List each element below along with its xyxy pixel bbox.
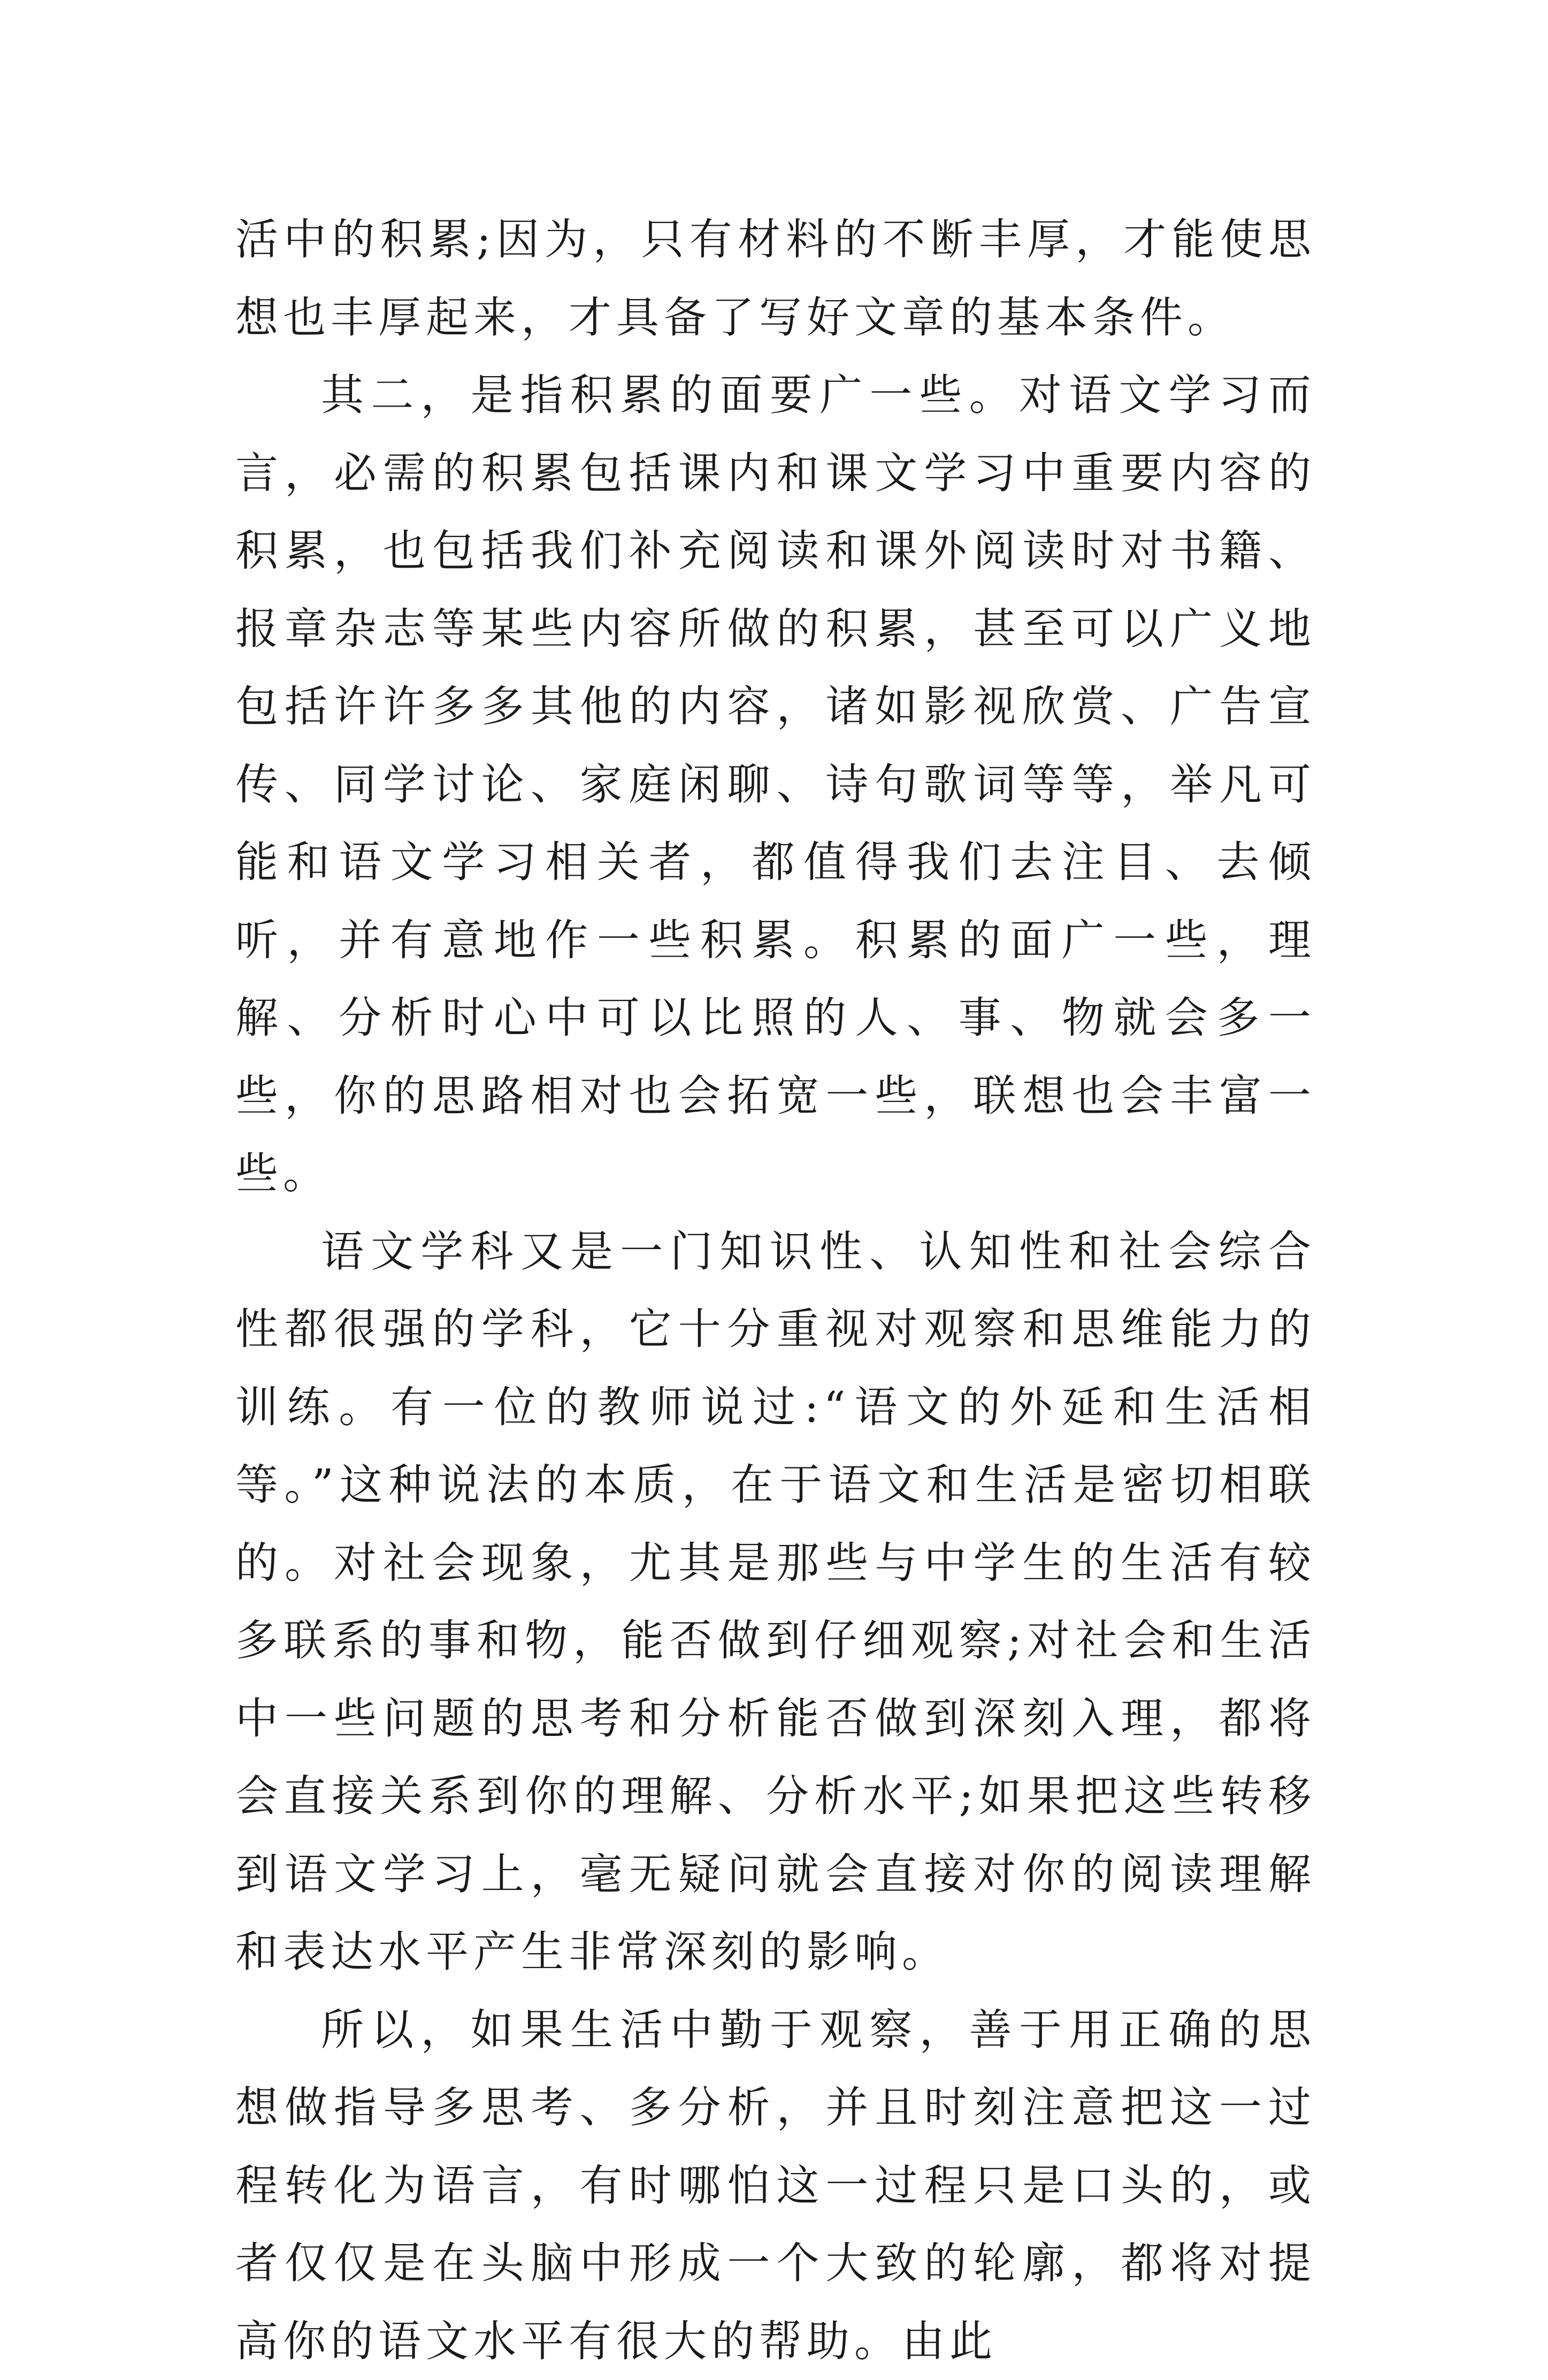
paragraph-2: 其二，是指积累的面要广一些。对语文学习而言，必需的积累包括课内和课文学习中重要内容的积累，也包括我们补充阅读和课外阅读时对书籍、报章杂志等某些内容所做的积累，甚至可以广义地包括许许多多其他的内容，诸如影视欣赏、广告宣传、同学讨论、家庭闲聊、诗句歌词等等，举凡可能和语文学习相关者，都值得我们去注目、去倾听，并有意地作一些积累。积累的面广一些，理解、分析时心中可以比照的人、事、物就会多一些，你的思路相对也会拓宽一些，联想也会丰富一些。 <box>235 356 1316 1213</box>
paragraph-3: 语文学科又是一门知识性、认知性和社会综合性都很强的学科，它十分重视对观察和思维能力的训练。有一位的教师说过:“语文的外延和生活相等。”这种说法的本质，在于语文和生活是密切相联的。对社会现象，尤其是那些与中学生的生活有较多联系的事和物，能否做到仔细观察;对社会和生活中一些问题的思考和分析能否做到深刻入理，都将会直接关系到你的理解、分析水平;如果把这些转移到语文学习上，毫无疑问就会直接对你的阅读理解和表达水平产生非常深刻的影响。 <box>235 1213 1316 1991</box>
paragraph-4: 所以，如果生活中勤于观察，善于用正确的思想做指导多思考、多分析，并且时刻注意把这一过程转化为语言，有时哪怕这一过程只是口头的，或者仅仅是在头脑中形成一个大致的轮廓，都将对提高你的语文水平有很大的帮助。由此 <box>235 1991 1316 2380</box>
body-text <box>235 201 1316 2380</box>
paragraph-1: 活中的积累;因为，只有材料的不断丰厚，才能使思想也丰厚起来，才具备了写好文章的基本条件。 <box>235 201 1316 356</box>
